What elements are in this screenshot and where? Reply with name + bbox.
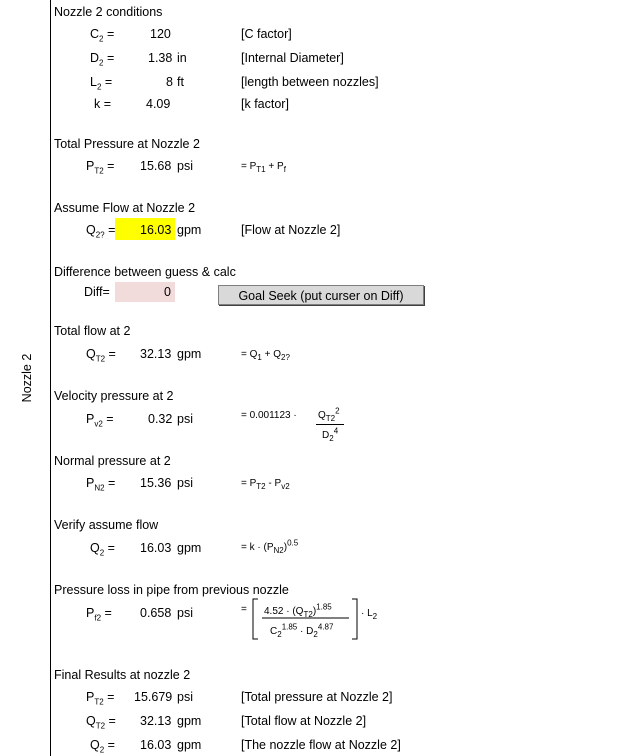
value-pt2[interactable]: 15.68 <box>140 159 172 173</box>
label-d2: $D_2$ = <box>90 51 115 68</box>
unit-qt2: gpm <box>177 347 202 361</box>
note-final-q2: [The nozzle flow at Nozzle 2] <box>241 738 401 752</box>
note-flow-nozzle: [Flow at Nozzle 2] <box>241 223 341 237</box>
value-c2[interactable]: 120 <box>150 27 171 41</box>
section-title-verify-flow: Verify assume flow <box>54 518 159 532</box>
label-diff: Diff= <box>84 285 110 299</box>
label-final-pt2: $P_{T2}$ = <box>86 690 115 707</box>
label-qt2: $Q_{T2}$ = <box>86 347 116 364</box>
unit-pv2: psi <box>177 412 193 426</box>
label-final-q2: $Q_2$ = <box>90 738 115 755</box>
goal-seek-button[interactable]: Goal Seek (put curser on Diff) <box>218 285 424 305</box>
formula-qt2: = $Q_1 + Q_{2?}$ <box>241 349 290 362</box>
formula-pf2-equals: = <box>241 604 247 615</box>
value-final-q2[interactable]: 16.03 <box>140 738 172 752</box>
formula-pf2-numerator: $4.52 \cdot (Q_{T2})^{1.85}$ <box>264 602 332 619</box>
sheet-side-label: Nozzle 2 <box>20 353 34 403</box>
label-pt2: $P_{T2}$ = <box>86 159 115 176</box>
formula-q2: = $k \cdot (P_{N2})^{0.5}$ <box>241 538 299 555</box>
formula-pv2-numerator: $Q_{T2}^2$ <box>318 406 340 423</box>
value-pn2[interactable]: 15.36 <box>140 476 172 490</box>
formula-pf2-coefficient: 4.52 · <box>264 606 290 617</box>
value-d2[interactable]: 1.38 <box>148 51 173 65</box>
label-q2: $Q_2$ = <box>90 541 115 558</box>
value-final-pt2[interactable]: 15.679 <box>134 690 173 704</box>
value-q2-guess[interactable]: 16.03 <box>140 223 172 237</box>
formula-pf2-length: · $L_2$ <box>361 608 378 621</box>
left-border-line <box>50 0 51 756</box>
note-c-factor: [C factor] <box>241 27 292 41</box>
value-final-qt2[interactable]: 32.13 <box>140 714 172 728</box>
unit-final-q2: gpm <box>177 738 202 752</box>
label-final-qt2: $Q_{T2}$ = <box>86 714 116 731</box>
section-title-total-flow: Total flow at 2 <box>54 324 131 338</box>
unit-pt2: psi <box>177 159 193 173</box>
value-k[interactable]: 4.09 <box>146 97 171 111</box>
value-l2[interactable]: 8 <box>166 75 173 89</box>
label-pv2: $P_{v2}$ = <box>86 412 114 429</box>
unit-d2: in <box>177 51 187 65</box>
unit-q2: gpm <box>177 541 202 555</box>
unit-final-qt2: gpm <box>177 714 202 728</box>
unit-pf2: psi <box>177 606 193 620</box>
label-q2-guess: $Q_{2?}$ = <box>86 223 116 240</box>
note-length: [length between nozzles] <box>241 75 379 89</box>
formula-pn2: = $P_{T2} - P_{v2}$ <box>241 478 290 491</box>
section-title-total-pressure: Total Pressure at Nozzle 2 <box>54 137 200 151</box>
unit-final-pt2: psi <box>177 690 193 704</box>
formula-pv2-const: = 0.001123 · <box>241 410 297 421</box>
label-pn2: $P_{N2}$ = <box>86 476 116 493</box>
value-qt2[interactable]: 32.13 <box>140 347 172 361</box>
unit-q2-guess: gpm <box>177 223 202 237</box>
label-k: k = <box>94 97 112 111</box>
unit-pn2: psi <box>177 476 193 490</box>
value-q2[interactable]: 16.03 <box>140 541 172 555</box>
note-internal-diameter: [Internal Diameter] <box>241 51 344 65</box>
section-title-final-results: Final Results at nozzle 2 <box>54 668 191 682</box>
value-diff[interactable]: 0 <box>164 285 171 299</box>
label-l2: $L_2$ = <box>90 75 113 92</box>
label-c2: $C_2$ = <box>90 27 115 44</box>
formula-pv2-denominator: $D_2^4$ <box>322 426 339 443</box>
unit-l2: ft <box>177 75 184 89</box>
section-title-difference: Difference between guess & calc <box>54 265 236 279</box>
note-final-qt2: [Total flow at Nozzle 2] <box>241 714 367 728</box>
section-title-normal-pressure: Normal pressure at 2 <box>54 454 171 468</box>
section-title-velocity-pressure: Velocity pressure at 2 <box>54 389 174 403</box>
section-title-pressure-loss: Pressure loss in pipe from previous nozzle <box>54 583 289 597</box>
formula-pv2-fraction-line <box>316 424 344 425</box>
formula-pt2: = $P_{T1} + P_f$ <box>241 161 286 174</box>
formula-pf2-denominator: $C_2^{1.85} \cdot D_2^{4.87}$ <box>270 622 334 639</box>
section-title-assume-flow: Assume Flow at Nozzle 2 <box>54 201 196 215</box>
section-title-conditions: Nozzle 2 conditions <box>54 5 163 19</box>
label-pf2: $P_{f2}$ = <box>86 606 112 623</box>
note-final-pt2: [Total pressure at Nozzle 2] <box>241 690 393 704</box>
value-pv2[interactable]: 0.32 <box>148 412 173 426</box>
value-pf2[interactable]: 0.658 <box>140 606 172 620</box>
note-k-factor: [k factor] <box>241 97 289 111</box>
